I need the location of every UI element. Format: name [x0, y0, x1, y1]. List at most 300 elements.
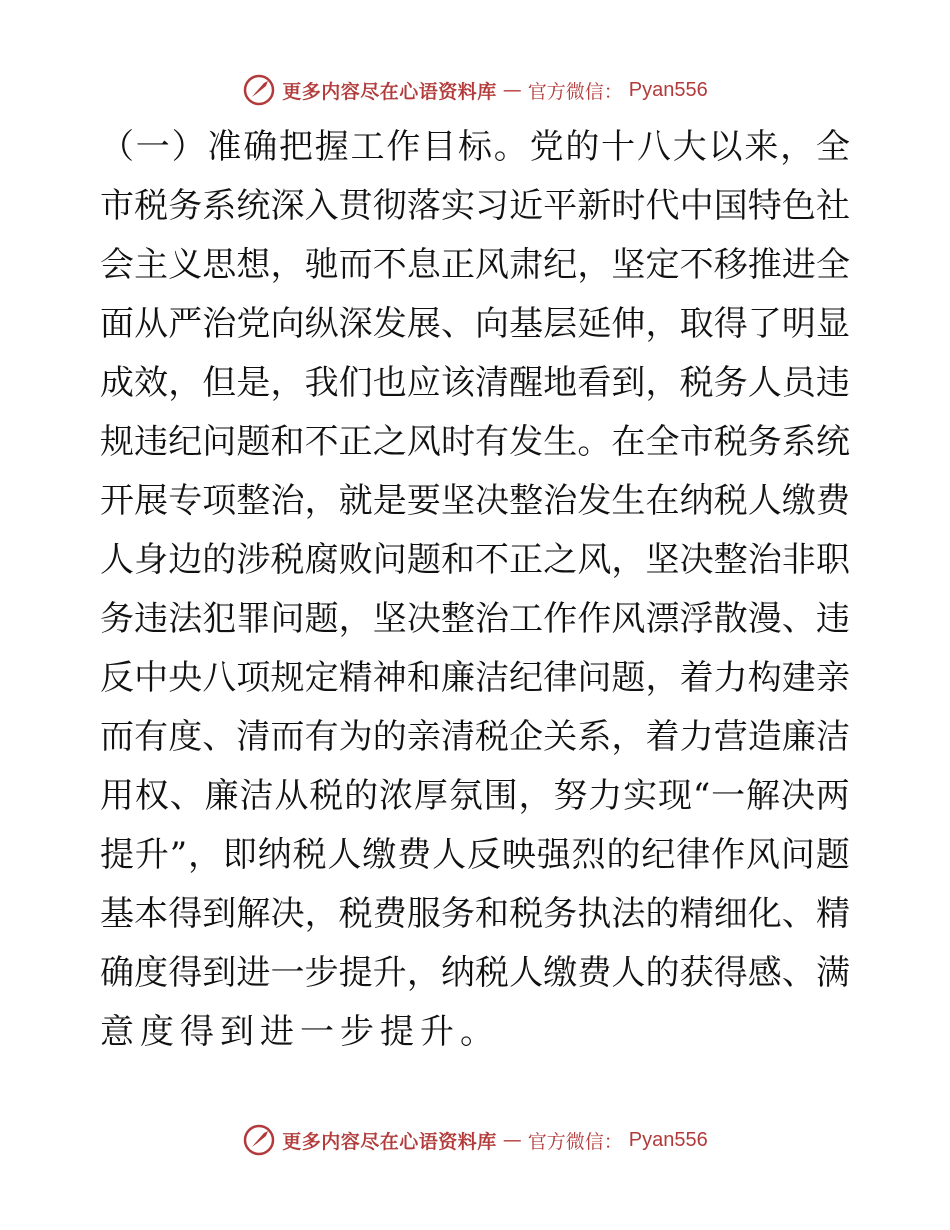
paragraph-char: 显	[815, 304, 850, 344]
paragraph-char: 关	[543, 717, 578, 757]
paragraph-char: ，	[304, 481, 339, 521]
quill-pen-logo-icon	[242, 73, 276, 107]
paragraph-char: 违	[134, 422, 169, 462]
paragraph-char: 专	[168, 481, 203, 521]
paragraph-char: 在	[645, 481, 680, 521]
paragraph-char: 。	[577, 422, 612, 462]
paragraph-char: 时	[611, 186, 646, 226]
paragraph-char: 国	[713, 186, 748, 226]
paragraph-char: ，	[611, 717, 646, 757]
paragraph-char: 看	[577, 363, 612, 403]
paragraph-char: 推	[747, 245, 782, 285]
paragraph-char: 职	[815, 540, 850, 580]
paragraph-char: 清	[475, 363, 510, 403]
paragraph-char: 边	[168, 540, 203, 580]
watermark-wechat-id: Pyan556	[628, 1128, 708, 1151]
paragraph-char: 准	[207, 127, 242, 167]
paragraph-char: 统	[236, 186, 271, 226]
paragraph-char: 税	[475, 717, 510, 757]
paragraph-char: 不	[304, 422, 339, 462]
paragraph-char: 感	[747, 953, 782, 993]
paragraph-char: 想	[236, 245, 271, 285]
paragraph-char: 进	[781, 245, 816, 285]
paragraph-line	[100, 295, 850, 354]
paragraph-char: 定	[304, 658, 339, 698]
paragraph-line	[100, 708, 850, 767]
paragraph-char: 和	[475, 894, 510, 934]
paragraph-char: 升	[372, 953, 407, 993]
paragraph-char: 发	[577, 481, 612, 521]
paragraph-char: 深	[338, 304, 373, 344]
paragraph-char: 度	[134, 953, 169, 993]
paragraph-char: 整	[236, 481, 271, 521]
paragraph-char: 风	[746, 835, 781, 875]
paragraph-char: 税	[713, 422, 748, 462]
paragraph-char: 律	[543, 658, 578, 698]
paragraph-char: 肃	[509, 245, 544, 285]
paragraph-char: 有	[134, 717, 169, 757]
paragraph-char: 清	[236, 717, 271, 757]
paragraph-char: 地	[543, 363, 578, 403]
paragraph-char: 和	[440, 540, 475, 580]
watermark-official-label: 官方微信：	[527, 80, 623, 103]
paragraph-char: 浓	[379, 776, 413, 816]
paragraph-char: 解	[746, 776, 781, 816]
paragraph-char: 员	[781, 363, 816, 403]
paragraph-char: 、	[781, 953, 816, 993]
paragraph-char: 纪	[509, 658, 544, 698]
paragraph-char: 升	[134, 835, 169, 875]
paragraph-char: 的	[344, 776, 379, 816]
paragraph-char: 系	[577, 717, 612, 757]
paragraph-char: 决	[475, 481, 510, 521]
paragraph-char: 题	[304, 599, 339, 639]
paragraph-char: 洁	[239, 776, 274, 816]
paragraph-char: 建	[781, 658, 816, 698]
paragraph-char: 生	[543, 422, 578, 462]
paragraph-char: 和	[406, 658, 441, 698]
paragraph-char: 着	[645, 717, 680, 757]
paragraph-char: 非	[781, 540, 816, 580]
paragraph-char: 平	[543, 186, 578, 226]
paragraph-char: 浮	[679, 599, 714, 639]
paragraph-char: 延	[577, 304, 612, 344]
paragraph-char: 新	[577, 186, 612, 226]
paragraph-char: 就	[338, 481, 373, 521]
quill-pen-logo-icon	[242, 1123, 276, 1157]
paragraph-char: 律	[676, 835, 711, 875]
paragraph-char: 我	[304, 363, 339, 403]
paragraph-char: 效	[134, 363, 169, 403]
paragraph-char: 洁	[815, 717, 850, 757]
paragraph-char: 八	[636, 127, 671, 167]
paragraph-char: （	[100, 127, 134, 167]
paragraph-char: 纳	[679, 481, 714, 521]
paragraph-char: 全	[815, 127, 850, 167]
paragraph-char: 来	[744, 127, 779, 167]
paragraph-char: 驰	[304, 245, 339, 285]
paragraph-char: 违	[134, 599, 169, 639]
paragraph-char: 满	[815, 953, 850, 993]
paragraph-char: 了	[747, 304, 782, 344]
watermark-brand: 更多内容尽在心语资料库	[282, 1130, 497, 1153]
paragraph-char: 着	[679, 658, 714, 698]
paragraph-char: 、	[781, 599, 816, 639]
paragraph-char: 十	[601, 127, 636, 167]
paragraph-char: 系	[781, 422, 816, 462]
paragraph-char: 整	[509, 481, 544, 521]
paragraph-char: 费	[397, 835, 432, 875]
paragraph-char: 一	[711, 776, 746, 816]
paragraph-char: 有	[475, 422, 510, 462]
paragraph-char: ，	[168, 363, 203, 403]
paragraph-line	[100, 354, 850, 413]
paragraph-char: 题	[236, 422, 271, 462]
paragraph-char: 决	[270, 894, 305, 934]
paragraph-char: 决	[679, 540, 714, 580]
body-paragraph	[100, 118, 850, 1062]
paragraph-char: 化	[747, 894, 782, 934]
paragraph-char: 的	[372, 717, 407, 757]
paragraph-char: 务	[747, 422, 782, 462]
paragraph-char: 取	[679, 304, 714, 344]
paragraph-char: 向	[270, 304, 305, 344]
paragraph-char: 得	[713, 304, 748, 344]
paragraph-char: 务	[713, 363, 748, 403]
paragraph-char: 思	[202, 245, 237, 285]
paragraph-char: 税	[134, 186, 169, 226]
paragraph-char: 构	[747, 658, 782, 698]
paragraph-char: 整	[440, 599, 475, 639]
paragraph-char: 展	[134, 481, 169, 521]
paragraph-char: 有	[304, 717, 339, 757]
paragraph-char: 散	[713, 599, 748, 639]
paragraph-char: 力	[679, 717, 714, 757]
paragraph-char: 身	[134, 540, 169, 580]
paragraph-char: “	[692, 776, 711, 816]
paragraph-char: ，	[780, 127, 815, 167]
paragraph-char: 造	[747, 717, 782, 757]
paragraph-char: 时	[440, 422, 475, 462]
paragraph-char: 力	[713, 658, 748, 698]
paragraph-char: 中	[679, 186, 714, 226]
paragraph-char: 强	[536, 835, 571, 875]
paragraph-char: 特	[747, 186, 782, 226]
paragraph-char: 正	[338, 422, 373, 462]
paragraph-char: 和	[270, 422, 305, 462]
paragraph-char: 风	[475, 245, 510, 285]
paragraph-char: 习	[475, 186, 510, 226]
paragraph-char: 人	[509, 953, 544, 993]
paragraph-char: 党	[236, 304, 271, 344]
paragraph-char: 实	[623, 776, 658, 816]
paragraph-char: 该	[440, 363, 475, 403]
paragraph-line	[100, 118, 850, 177]
paragraph-char: ）	[171, 127, 206, 167]
paragraph-char: 开	[100, 481, 134, 521]
paragraph-char: 确	[100, 953, 134, 993]
paragraph-char: 问	[270, 599, 305, 639]
paragraph-char: 色	[781, 186, 816, 226]
paragraph-char: 实	[440, 186, 475, 226]
paragraph-char: 精	[815, 894, 850, 934]
paragraph-char: 法	[168, 599, 203, 639]
paragraph-char: 全	[815, 245, 850, 285]
paragraph-char: 进	[236, 953, 271, 993]
paragraph-char: 而	[100, 717, 134, 757]
paragraph-char: 中	[134, 658, 169, 698]
paragraph-char: 氛	[448, 776, 483, 816]
paragraph-char: 纪	[543, 245, 578, 285]
paragraph-char: 人	[747, 481, 782, 521]
paragraph-char: 治	[202, 304, 237, 344]
paragraph-char: 风	[611, 599, 646, 639]
paragraph-char: 映	[501, 835, 536, 875]
paragraph-char: 解	[236, 894, 271, 934]
paragraph-char: ，	[645, 304, 680, 344]
paragraph-char: 神	[372, 658, 407, 698]
paragraph-char: 目	[422, 127, 457, 167]
paragraph-char: 细	[713, 894, 748, 934]
paragraph-char: 提	[338, 953, 373, 993]
paragraph-char: 税	[309, 776, 344, 816]
header-watermark	[0, 70, 950, 110]
paragraph-char: 提	[100, 835, 134, 875]
paragraph-char: 法	[611, 894, 646, 934]
paragraph-char: 费	[577, 953, 612, 993]
paragraph-char: 在	[611, 422, 646, 462]
paragraph-char: 移	[713, 245, 748, 285]
paragraph-char: ，	[406, 953, 441, 993]
watermark-official-label: 官方微信：	[527, 1130, 623, 1153]
paragraph-char: 作	[711, 835, 746, 875]
paragraph-char: 的	[606, 835, 641, 875]
paragraph-char: 本	[134, 894, 169, 934]
paragraph-char: 整	[713, 540, 748, 580]
paragraph-char: 的	[202, 540, 237, 580]
paragraph-char: 人	[327, 835, 362, 875]
paragraph-char: 费	[815, 481, 850, 521]
paragraph-char: 题	[611, 658, 646, 698]
paragraph-char: 应	[406, 363, 441, 403]
paragraph-char: 而	[270, 717, 305, 757]
paragraph-char: 把	[278, 127, 313, 167]
paragraph-char: 治	[270, 481, 305, 521]
paragraph-char: 贯	[338, 186, 373, 226]
paragraph-char: 、	[781, 894, 816, 934]
paragraph-char: 题	[815, 835, 850, 875]
paragraph-line	[100, 236, 850, 295]
watermark-separator: —	[502, 1129, 522, 1151]
paragraph-char: ”	[169, 835, 188, 875]
paragraph-char: 是	[236, 363, 271, 403]
paragraph-line	[100, 531, 850, 590]
paragraph-char: 税	[270, 540, 305, 580]
paragraph-char: 成	[100, 363, 134, 403]
paragraph-char: 人	[432, 835, 467, 875]
paragraph-char: 确	[243, 127, 278, 167]
paragraph-char: 纵	[304, 304, 339, 344]
paragraph-char: 坚	[372, 599, 407, 639]
paragraph-line	[100, 472, 850, 531]
paragraph-char: 统	[815, 422, 850, 462]
paragraph-char: 层	[543, 304, 578, 344]
paragraph-char: 正	[509, 540, 544, 580]
paragraph-char: 八	[202, 658, 237, 698]
paragraph-char: 问	[372, 540, 407, 580]
paragraph-char: 党	[529, 127, 564, 167]
paragraph-char: 步	[304, 953, 339, 993]
paragraph-char: 工	[350, 127, 385, 167]
paragraph-char: 不	[475, 540, 510, 580]
paragraph-char: 到	[202, 953, 237, 993]
paragraph-char: 漂	[645, 599, 680, 639]
paragraph-line	[100, 944, 850, 1003]
paragraph-char: 两	[815, 776, 850, 816]
paragraph-char: ，	[304, 894, 339, 934]
paragraph-line	[100, 767, 850, 826]
paragraph-char: 违	[815, 599, 850, 639]
paragraph-char: 漫	[747, 599, 782, 639]
paragraph-char: ，	[645, 658, 680, 698]
paragraph-line	[100, 649, 850, 708]
paragraph-char: 主	[134, 245, 169, 285]
paragraph-char: 企	[509, 717, 544, 757]
paragraph-char: 、	[169, 776, 204, 816]
paragraph-char: 权	[134, 776, 169, 816]
paragraph-char: 基	[509, 304, 544, 344]
paragraph-char: 亲	[815, 658, 850, 698]
paragraph-char: 精	[338, 658, 373, 698]
paragraph-char: 缴	[543, 953, 578, 993]
paragraph-line	[100, 413, 850, 472]
paragraph-char: 而	[338, 245, 373, 285]
paragraph-char: 但	[202, 363, 237, 403]
paragraph-char: 得	[168, 894, 203, 934]
paragraph-char: 明	[781, 304, 816, 344]
paragraph-char: 息	[406, 245, 441, 285]
paragraph-char: 反	[467, 835, 502, 875]
paragraph-char: 纳	[257, 835, 292, 875]
paragraph-char: 人	[611, 953, 646, 993]
paragraph-char: 基	[100, 894, 134, 934]
paragraph-char: 正	[440, 245, 475, 285]
paragraph-char: 、	[440, 304, 475, 344]
paragraph-char: 的	[565, 127, 600, 167]
paragraph-char: 代	[645, 186, 680, 226]
paragraph-char: 犯	[202, 599, 237, 639]
paragraph-char: 义	[168, 245, 203, 285]
paragraph-char: 务	[100, 599, 134, 639]
paragraph-char: 涉	[236, 540, 271, 580]
paragraph-char: 工	[509, 599, 544, 639]
paragraph-char: 税	[338, 894, 373, 934]
paragraph-char: 问	[780, 835, 815, 875]
paragraph-char: 治	[475, 599, 510, 639]
paragraph-char: 务	[543, 894, 578, 934]
paragraph-char: 不	[372, 245, 407, 285]
paragraph-char: 问	[202, 422, 237, 462]
paragraph-char: 务	[440, 894, 475, 934]
paragraph-char: 纳	[440, 953, 475, 993]
paragraph-char: 彻	[372, 186, 407, 226]
paragraph-char: 腐	[304, 540, 339, 580]
paragraph-char: ，	[188, 835, 223, 875]
paragraph-char: 围	[483, 776, 518, 816]
paragraph-char: 人	[100, 540, 134, 580]
paragraph-line: 意度得到进一步提升。	[100, 1012, 500, 1052]
paragraph-char: 纪	[168, 422, 203, 462]
paragraph-char: 坚	[611, 245, 646, 285]
paragraph-char: 税	[475, 953, 510, 993]
paragraph-char: 坚	[440, 481, 475, 521]
paragraph-char: 项	[202, 481, 237, 521]
paragraph-char: 作	[543, 599, 578, 639]
paragraph-char: 落	[406, 186, 441, 226]
paragraph-char: 是	[372, 481, 407, 521]
paragraph-char: 罪	[236, 599, 271, 639]
paragraph-char: ，	[577, 245, 612, 285]
paragraph-char: 标	[457, 127, 492, 167]
paragraph-char: 从	[134, 304, 169, 344]
paragraph-char: 即	[222, 835, 257, 875]
paragraph-char: 大	[672, 127, 707, 167]
paragraph-char: 服	[406, 894, 441, 934]
paragraph-char: 握	[314, 127, 349, 167]
paragraph-char: 不	[679, 245, 714, 285]
paragraph-char: 税	[509, 894, 544, 934]
paragraph-char: 深	[270, 186, 305, 226]
paragraph-char: 定	[645, 245, 680, 285]
paragraph-char: 的	[645, 953, 680, 993]
paragraph-char: 从	[274, 776, 309, 816]
paragraph-char: 力	[588, 776, 623, 816]
paragraph-char: 现	[658, 776, 692, 816]
paragraph-char: 也	[372, 363, 407, 403]
paragraph-char: 洁	[475, 658, 510, 698]
paragraph-char: 烈	[571, 835, 606, 875]
paragraph-char: 市	[100, 186, 134, 226]
footer-watermark	[0, 1120, 950, 1160]
paragraph-char: 厚	[413, 776, 448, 816]
paragraph-char: 近	[509, 186, 544, 226]
paragraph-char: 全	[645, 422, 680, 462]
paragraph-char: 系	[202, 186, 237, 226]
paragraph-char: 务	[168, 186, 203, 226]
paragraph-line	[100, 826, 850, 885]
paragraph-char: 风	[577, 540, 612, 580]
paragraph-line	[100, 885, 850, 944]
paragraph-char: 风	[406, 422, 441, 462]
paragraph-char: ，	[611, 540, 646, 580]
paragraph-char: 规	[100, 422, 134, 462]
paragraph-line	[100, 177, 850, 236]
paragraph-char: 。	[493, 127, 528, 167]
paragraph-char: 入	[304, 186, 339, 226]
paragraph-char: 会	[100, 245, 134, 285]
paragraph-char: 坚	[645, 540, 680, 580]
paragraph-char: ，	[338, 599, 373, 639]
paragraph-char: 得	[713, 953, 748, 993]
paragraph-char: 作	[386, 127, 421, 167]
paragraph-char: ，	[270, 245, 305, 285]
paragraph-char: 面	[100, 304, 134, 344]
paragraph-char: 税	[292, 835, 327, 875]
paragraph-char: 生	[611, 481, 646, 521]
paragraph-char: 社	[815, 186, 850, 226]
paragraph-char: 缴	[362, 835, 397, 875]
paragraph-char: 要	[406, 481, 441, 521]
